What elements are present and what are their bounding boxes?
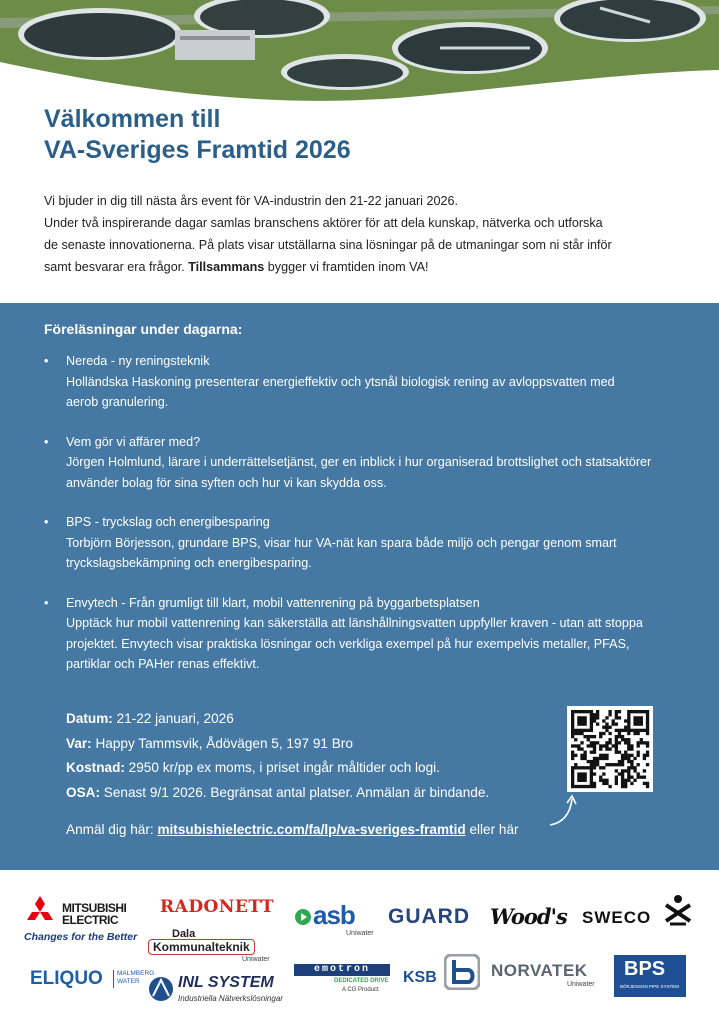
logo-guard: GUARD — [388, 905, 470, 928]
cost-label: Kostnad: — [66, 760, 125, 775]
ksb-b-icon — [444, 954, 480, 990]
lectures-heading: Föreläsningar under dagarna: — [44, 321, 243, 337]
sponsor-logos — [0, 870, 719, 1024]
asb-dot-icon — [294, 908, 312, 926]
mitsubishi-name-2: ELECTRIC — [62, 913, 118, 927]
inl-globe-icon — [148, 976, 174, 1002]
logo-woods: Wood's — [490, 904, 567, 929]
emotron-sub: DEDICATED DRIVE — [334, 978, 389, 984]
date-label: Datum: — [66, 711, 113, 726]
program-panel — [0, 303, 719, 870]
intro-section — [44, 104, 684, 278]
bps-name: BPS — [624, 958, 666, 980]
curved-arrow-icon — [548, 793, 578, 827]
signup-prefix: Anmäl dig här: — [66, 822, 158, 837]
place-label: Var: — [66, 735, 92, 751]
lead-line-4-post: bygger vi framtiden inom VA! — [264, 260, 429, 274]
lead-line-4 — [44, 256, 684, 278]
detail-date — [66, 707, 546, 732]
lecture-description-line: Jörgen Holmlund, lärare i underrättelsetjänst, ger en inblick i hur organiserad brottslighet och statsaktörer — [66, 455, 652, 469]
lecture-description-line: projektet. Envytech visar praktiska lösningar och verkliga exempel på hur exempelvis metaller, PFAS, — [66, 636, 630, 651]
eliquo-name: ELIQUO — [30, 968, 103, 989]
intro-paragraph — [44, 190, 684, 278]
lecture-title: Nereda - ny reningsteknik — [66, 354, 210, 368]
asb-sub: Uniwater — [346, 930, 374, 937]
mitsubishi-tagline: Changes for the Better — [24, 931, 138, 943]
detail-cost — [66, 756, 546, 781]
logo-asb — [294, 902, 378, 942]
logo-norvatek — [491, 961, 603, 997]
bullet-icon: • — [44, 354, 49, 368]
lecture-description-line: använder bolag för sina syften och hur vi kan skydda oss. — [66, 475, 387, 490]
lecture-item — [44, 593, 684, 675]
inl-sub: Industriella Nätverkslösningar — [178, 994, 283, 1003]
lecture-description-line: Torbjörn Börjesson, grundare BPS, visar hur VA-nät kan spara både miljö och pengar genom smart — [66, 535, 617, 550]
lecture-description-line: partiklar och PAHer renas effektivt. — [66, 657, 260, 671]
logo-inl-system — [148, 974, 288, 1008]
asb-name: asb — [313, 900, 355, 930]
lecture-description-line: Holländska Haskoning presenterar energieffektiv och ytsnål biologisk rening av avloppsvatten med — [66, 374, 615, 389]
mitsubishi-name — [62, 902, 126, 926]
mitsubishi-diamonds-icon — [22, 896, 58, 928]
dala-name-2: Kommunalteknik — [148, 939, 255, 955]
eliquo-sub-2: WATER — [117, 978, 140, 985]
qr-code-icon — [567, 706, 653, 792]
title-line-1: Välkommen till — [44, 105, 221, 133]
lecture-description-line: aerob granulering. — [66, 395, 169, 409]
lead-line-4-pre: samt besvarar era frågor. — [44, 260, 189, 274]
bullet-icon: • — [44, 434, 49, 449]
lecture-description-line: Upptäck hur mobil vattenrening kan säkerställa att länshållningsvatten uppfyller kraven - utan att stoppa — [66, 616, 643, 630]
lecture-item — [44, 351, 684, 413]
lectures-list — [44, 351, 684, 694]
osa-label: OSA: — [66, 784, 100, 800]
lead-emphasis: Tillsammans — [188, 260, 265, 274]
signup-link[interactable]: mitsubishielectric.com/fa/lp/va-sveriges-framtid — [157, 822, 466, 837]
bullet-icon: • — [44, 595, 49, 610]
qr-code[interactable] — [567, 706, 653, 792]
title-line-2: VA-Sveriges Framtid 2026 — [44, 136, 351, 164]
osa-value: Senast 9/1 2026. Begränsat antal platser. Anmälan är bindande. — [99, 784, 490, 800]
lecture-description-line: tryckslagsbekämpning och energibesparing. — [66, 556, 312, 570]
logo-bps — [614, 955, 686, 997]
detail-osa — [66, 781, 546, 806]
cost-value: 2950 kr/pp ex moms, i priset ingår måltider och logi. — [124, 760, 440, 775]
hero-image — [0, 0, 719, 110]
lecture-item — [44, 512, 684, 574]
lecture-title: BPS - tryckslag och energibesparing — [66, 515, 270, 529]
detail-place — [66, 732, 546, 757]
logo-dala-kommunalteknik — [148, 928, 280, 966]
bullet-icon: • — [44, 515, 49, 529]
logo-radonett: RADONETT — [160, 897, 275, 917]
norvatek-sub: Uniwater — [567, 981, 595, 988]
logo-ksb: KSB — [403, 969, 437, 986]
date-value: 21-22 januari, 2026 — [112, 711, 234, 726]
eliquo-divider — [113, 970, 114, 988]
signup-suffix: eller här — [465, 822, 519, 837]
emotron-sub-2: A CG Product — [342, 987, 379, 993]
lead-line-3: de senaste innovationerna. På plats visar utställarna sina lösningar på de utmaningar som ni står inför — [44, 238, 612, 252]
lead-line-1: Vi bjuder in dig till nästa års event för VA-industrin den 21-22 januari 2026. — [44, 194, 458, 208]
event-details — [66, 707, 546, 805]
lead-line-2: Under två inspirerande dagar samlas branschens aktörer för att dela kunskap, nätverka och utforska — [44, 216, 603, 230]
dala-name-1: Dala — [172, 928, 196, 940]
place-value: Happy Tammsvik, Ådövägen 5, 197 91 Bro — [91, 735, 353, 751]
bps-sub: BÖRJESSON PIPE SYSTEM — [620, 984, 680, 989]
mitsubishi-name-1: MITSUBISHI — [62, 901, 127, 915]
inl-name: INL SYSTEM — [178, 974, 274, 991]
dala-sub: Uniwater — [242, 956, 270, 963]
logo-eliquo — [30, 968, 155, 992]
logo-sweco: SWECO — [582, 908, 652, 927]
eliquo-sub-1: MALMBERG — [117, 970, 155, 977]
lecture-title: Vem gör vi affärer med? — [66, 434, 201, 449]
emotron-name: emotron — [294, 964, 390, 976]
logo-emotron — [294, 964, 390, 1006]
water-treatment-photo — [0, 0, 719, 110]
signup-line — [66, 822, 519, 837]
page-title — [44, 104, 684, 166]
lecture-title: Envytech - Från grumligt till klart, mobil vattenrening på byggarbetsplatsen — [66, 595, 480, 610]
norvatek-name: NORVATEK — [491, 961, 588, 980]
sweco-figure-icon — [664, 894, 692, 926]
lecture-item — [44, 432, 684, 494]
